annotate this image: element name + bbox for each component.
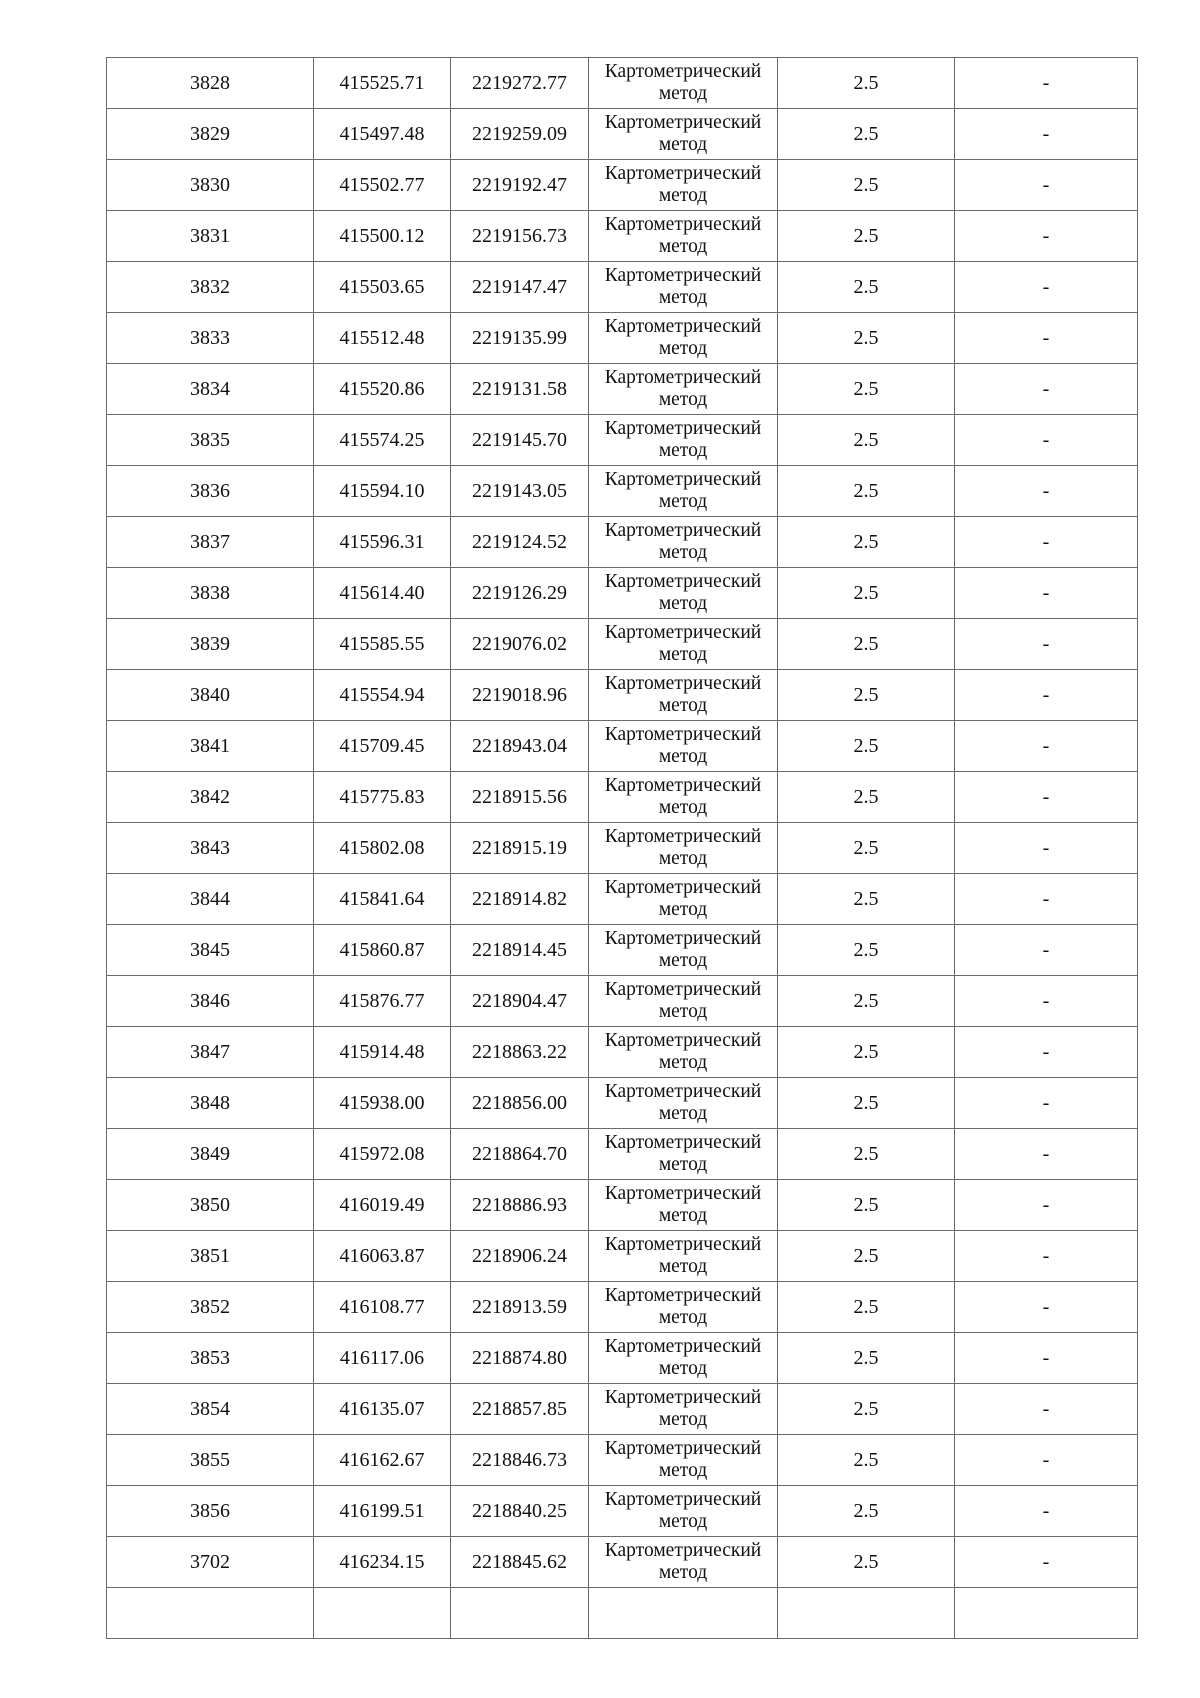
method-label-line2: метод: [658, 848, 708, 869]
method-label-line1: Картометрический: [604, 826, 762, 847]
method-label-line1: Картометрический: [604, 775, 762, 796]
method-cell: [589, 313, 778, 364]
method-label-line2: метод: [658, 389, 708, 410]
note-cell: -: [955, 925, 1138, 976]
note-cell: -: [955, 364, 1138, 415]
table-row: [107, 58, 1138, 109]
note-cell: -: [955, 568, 1138, 619]
accuracy-cell: 2.5: [778, 466, 955, 517]
y-coordinate-cell: 2218904.47: [451, 976, 589, 1027]
x-coordinate-cell: 416063.87: [314, 1231, 451, 1282]
coordinates-table-body: [107, 58, 1138, 1639]
method-label-line1: Картометрический: [604, 418, 762, 439]
y-coordinate-cell: 2218915.56: [451, 772, 589, 823]
y-coordinate-cell: 2218840.25: [451, 1486, 589, 1537]
table-row: [107, 364, 1138, 415]
table-row: [107, 1333, 1138, 1384]
method-label-line2: метод: [658, 440, 708, 461]
note-cell: -: [955, 772, 1138, 823]
method-label-line2: метод: [658, 950, 708, 971]
method-cell: [589, 1231, 778, 1282]
method-cell: [589, 160, 778, 211]
method-label-line2: метод: [658, 338, 708, 359]
point-number-cell: 3830: [107, 160, 314, 211]
y-coordinate-cell: 2218863.22: [451, 1027, 589, 1078]
point-number-cell: 3851: [107, 1231, 314, 1282]
x-coordinate-cell: 416019.49: [314, 1180, 451, 1231]
point-number-cell: 3847: [107, 1027, 314, 1078]
method-label-line1: Картометрический: [604, 1336, 762, 1357]
method-label-line2: метод: [658, 542, 708, 563]
table-row: [107, 619, 1138, 670]
method-label-line2: метод: [658, 746, 708, 767]
method-label-line1: Картометрический: [604, 469, 762, 490]
point-number-cell: 3844: [107, 874, 314, 925]
x-coordinate-cell: 415594.10: [314, 466, 451, 517]
x-coordinate-cell: 416199.51: [314, 1486, 451, 1537]
table-row: [107, 415, 1138, 466]
accuracy-cell: 2.5: [778, 721, 955, 772]
method-label-line1: Картометрический: [604, 265, 762, 286]
method-label-line2: метод: [658, 644, 708, 665]
table-row: [107, 1231, 1138, 1282]
method-cell: [589, 1537, 778, 1588]
x-coordinate-cell: 415860.87: [314, 925, 451, 976]
accuracy-cell: 2.5: [778, 160, 955, 211]
y-coordinate-cell: 2219143.05: [451, 466, 589, 517]
y-coordinate-cell: 2218906.24: [451, 1231, 589, 1282]
table-row: [107, 313, 1138, 364]
empty-table-row: [107, 1588, 1138, 1639]
note-cell: -: [955, 160, 1138, 211]
method-cell: [589, 1078, 778, 1129]
point-number-cell: 3828: [107, 58, 314, 109]
method-label-line2: метод: [658, 1409, 708, 1430]
table-row: [107, 925, 1138, 976]
accuracy-cell: 2.5: [778, 823, 955, 874]
method-label-line1: Картометрический: [604, 112, 762, 133]
point-number-cell: 3853: [107, 1333, 314, 1384]
method-cell: [589, 517, 778, 568]
x-coordinate-cell: 415554.94: [314, 670, 451, 721]
accuracy-cell: 2.5: [778, 415, 955, 466]
empty-cell: [107, 1588, 314, 1639]
method-label-line1: Картометрический: [604, 1132, 762, 1153]
note-cell: -: [955, 313, 1138, 364]
method-label-line1: Картометрический: [604, 1081, 762, 1102]
point-number-cell: 3832: [107, 262, 314, 313]
table-row: [107, 874, 1138, 925]
accuracy-cell: 2.5: [778, 364, 955, 415]
method-cell: [589, 1282, 778, 1333]
table-row: [107, 1435, 1138, 1486]
note-cell: -: [955, 874, 1138, 925]
table-row: [107, 976, 1138, 1027]
x-coordinate-cell: 415775.83: [314, 772, 451, 823]
method-label-line2: метод: [658, 1001, 708, 1022]
point-number-cell: 3833: [107, 313, 314, 364]
note-cell: -: [955, 1027, 1138, 1078]
accuracy-cell: 2.5: [778, 619, 955, 670]
note-cell: -: [955, 262, 1138, 313]
point-number-cell: 3838: [107, 568, 314, 619]
x-coordinate-cell: 415574.25: [314, 415, 451, 466]
note-cell: -: [955, 109, 1138, 160]
method-label-line1: Картометрический: [604, 61, 762, 82]
accuracy-cell: 2.5: [778, 670, 955, 721]
method-label-line2: метод: [658, 1052, 708, 1073]
method-label-line1: Картометрический: [604, 1285, 762, 1306]
method-label-line1: Картометрический: [604, 163, 762, 184]
point-number-cell: 3841: [107, 721, 314, 772]
method-label-line2: метод: [658, 1511, 708, 1532]
y-coordinate-cell: 2219076.02: [451, 619, 589, 670]
accuracy-cell: 2.5: [778, 1180, 955, 1231]
method-label-line2: метод: [658, 1307, 708, 1328]
method-label-line1: Картометрический: [604, 979, 762, 1000]
x-coordinate-cell: 416234.15: [314, 1537, 451, 1588]
accuracy-cell: 2.5: [778, 772, 955, 823]
method-label-line2: метод: [658, 1256, 708, 1277]
note-cell: -: [955, 1537, 1138, 1588]
y-coordinate-cell: 2219156.73: [451, 211, 589, 262]
method-label-line1: Картометрический: [604, 520, 762, 541]
x-coordinate-cell: 415972.08: [314, 1129, 451, 1180]
note-cell: -: [955, 58, 1138, 109]
note-cell: -: [955, 823, 1138, 874]
method-label-line2: метод: [658, 134, 708, 155]
y-coordinate-cell: 2219018.96: [451, 670, 589, 721]
accuracy-cell: 2.5: [778, 1384, 955, 1435]
accuracy-cell: 2.5: [778, 1231, 955, 1282]
empty-cell: [778, 1588, 955, 1639]
x-coordinate-cell: 415497.48: [314, 109, 451, 160]
point-number-cell: 3845: [107, 925, 314, 976]
x-coordinate-cell: 416108.77: [314, 1282, 451, 1333]
method-label-line2: метод: [658, 695, 708, 716]
y-coordinate-cell: 2218914.45: [451, 925, 589, 976]
table-row: [107, 1078, 1138, 1129]
point-number-cell: 3835: [107, 415, 314, 466]
note-cell: -: [955, 670, 1138, 721]
point-number-cell: 3849: [107, 1129, 314, 1180]
note-cell: -: [955, 1486, 1138, 1537]
table-row: [107, 109, 1138, 160]
accuracy-cell: 2.5: [778, 262, 955, 313]
method-label-line1: Картометрический: [604, 316, 762, 337]
method-label-line1: Картометрический: [604, 1183, 762, 1204]
table-row: [107, 1486, 1138, 1537]
table-row: [107, 1537, 1138, 1588]
accuracy-cell: 2.5: [778, 1078, 955, 1129]
x-coordinate-cell: 415500.12: [314, 211, 451, 262]
method-label-line1: Картометрический: [604, 214, 762, 235]
table-row: [107, 211, 1138, 262]
method-label-line2: метод: [658, 899, 708, 920]
y-coordinate-cell: 2219124.52: [451, 517, 589, 568]
x-coordinate-cell: 415938.00: [314, 1078, 451, 1129]
method-cell: [589, 772, 778, 823]
method-label-line2: метод: [658, 1562, 708, 1583]
point-number-cell: 3850: [107, 1180, 314, 1231]
y-coordinate-cell: 2218864.70: [451, 1129, 589, 1180]
method-label-line1: Картометрический: [604, 1489, 762, 1510]
accuracy-cell: 2.5: [778, 874, 955, 925]
y-coordinate-cell: 2218943.04: [451, 721, 589, 772]
x-coordinate-cell: 415512.48: [314, 313, 451, 364]
method-label-line2: метод: [658, 593, 708, 614]
point-number-cell: 3829: [107, 109, 314, 160]
note-cell: -: [955, 1129, 1138, 1180]
point-number-cell: 3842: [107, 772, 314, 823]
method-cell: [589, 619, 778, 670]
method-label-line2: метод: [658, 1358, 708, 1379]
method-cell: [589, 670, 778, 721]
accuracy-cell: 2.5: [778, 1129, 955, 1180]
x-coordinate-cell: 415709.45: [314, 721, 451, 772]
note-cell: -: [955, 211, 1138, 262]
accuracy-cell: 2.5: [778, 1282, 955, 1333]
method-label-line2: метод: [658, 287, 708, 308]
table-row: [107, 1384, 1138, 1435]
x-coordinate-cell: 415876.77: [314, 976, 451, 1027]
method-label-line1: Картометрический: [604, 622, 762, 643]
method-label-line1: Картометрический: [604, 1030, 762, 1051]
y-coordinate-cell: 2218886.93: [451, 1180, 589, 1231]
x-coordinate-cell: 415802.08: [314, 823, 451, 874]
method-label-line1: Картометрический: [604, 877, 762, 898]
y-coordinate-cell: 2218846.73: [451, 1435, 589, 1486]
x-coordinate-cell: 415596.31: [314, 517, 451, 568]
note-cell: -: [955, 1180, 1138, 1231]
point-number-cell: 3839: [107, 619, 314, 670]
method-label-line2: метод: [658, 1460, 708, 1481]
point-number-cell: 3837: [107, 517, 314, 568]
accuracy-cell: 2.5: [778, 976, 955, 1027]
note-cell: -: [955, 466, 1138, 517]
method-label-line1: Картометрический: [604, 673, 762, 694]
empty-cell: [589, 1588, 778, 1639]
note-cell: -: [955, 1231, 1138, 1282]
method-label-line2: метод: [658, 491, 708, 512]
accuracy-cell: 2.5: [778, 1486, 955, 1537]
method-cell: [589, 1486, 778, 1537]
y-coordinate-cell: 2218845.62: [451, 1537, 589, 1588]
x-coordinate-cell: 416162.67: [314, 1435, 451, 1486]
y-coordinate-cell: 2219126.29: [451, 568, 589, 619]
x-coordinate-cell: 416135.07: [314, 1384, 451, 1435]
method-cell: [589, 211, 778, 262]
method-cell: [589, 721, 778, 772]
method-label-line2: метод: [658, 236, 708, 257]
x-coordinate-cell: 415502.77: [314, 160, 451, 211]
method-cell: [589, 1027, 778, 1078]
method-label-line1: Картометрический: [604, 1540, 762, 1561]
accuracy-cell: 2.5: [778, 925, 955, 976]
method-cell: [589, 976, 778, 1027]
table-row: [107, 772, 1138, 823]
point-number-cell: 3846: [107, 976, 314, 1027]
y-coordinate-cell: 2218857.85: [451, 1384, 589, 1435]
accuracy-cell: 2.5: [778, 211, 955, 262]
accuracy-cell: 2.5: [778, 1333, 955, 1384]
method-label-line2: метод: [658, 1154, 708, 1175]
method-cell: [589, 466, 778, 517]
empty-cell: [314, 1588, 451, 1639]
method-cell: [589, 1180, 778, 1231]
note-cell: -: [955, 1435, 1138, 1486]
accuracy-cell: 2.5: [778, 313, 955, 364]
note-cell: -: [955, 1333, 1138, 1384]
point-number-cell: 3848: [107, 1078, 314, 1129]
table-row: [107, 517, 1138, 568]
method-cell: [589, 874, 778, 925]
x-coordinate-cell: 416117.06: [314, 1333, 451, 1384]
table-row: [107, 1129, 1138, 1180]
method-cell: [589, 1333, 778, 1384]
accuracy-cell: 2.5: [778, 1027, 955, 1078]
empty-cell: [955, 1588, 1138, 1639]
accuracy-cell: 2.5: [778, 568, 955, 619]
empty-cell: [451, 1588, 589, 1639]
method-label-line1: Картометрический: [604, 724, 762, 745]
note-cell: -: [955, 517, 1138, 568]
y-coordinate-cell: 2219147.47: [451, 262, 589, 313]
method-label-line1: Картометрический: [604, 571, 762, 592]
table-row: [107, 823, 1138, 874]
method-label-line1: Картометрический: [604, 928, 762, 949]
y-coordinate-cell: 2218856.00: [451, 1078, 589, 1129]
accuracy-cell: 2.5: [778, 517, 955, 568]
y-coordinate-cell: 2218913.59: [451, 1282, 589, 1333]
method-cell: [589, 1129, 778, 1180]
point-number-cell: 3854: [107, 1384, 314, 1435]
y-coordinate-cell: 2219135.99: [451, 313, 589, 364]
method-cell: [589, 58, 778, 109]
y-coordinate-cell: 2219272.77: [451, 58, 589, 109]
table-row: [107, 466, 1138, 517]
note-cell: -: [955, 1282, 1138, 1333]
method-label-line2: метод: [658, 185, 708, 206]
accuracy-cell: 2.5: [778, 109, 955, 160]
point-number-cell: 3834: [107, 364, 314, 415]
x-coordinate-cell: 415585.55: [314, 619, 451, 670]
x-coordinate-cell: 415520.86: [314, 364, 451, 415]
x-coordinate-cell: 415503.65: [314, 262, 451, 313]
accuracy-cell: 2.5: [778, 1435, 955, 1486]
table-row: [107, 721, 1138, 772]
note-cell: -: [955, 619, 1138, 670]
note-cell: -: [955, 721, 1138, 772]
table-row: [107, 262, 1138, 313]
y-coordinate-cell: 2219145.70: [451, 415, 589, 466]
method-cell: [589, 925, 778, 976]
x-coordinate-cell: 415525.71: [314, 58, 451, 109]
method-label-line1: Картометрический: [604, 1234, 762, 1255]
x-coordinate-cell: 415614.40: [314, 568, 451, 619]
y-coordinate-cell: 2218874.80: [451, 1333, 589, 1384]
y-coordinate-cell: 2218915.19: [451, 823, 589, 874]
accuracy-cell: 2.5: [778, 58, 955, 109]
table-row: [107, 1180, 1138, 1231]
method-cell: [589, 262, 778, 313]
point-number-cell: 3856: [107, 1486, 314, 1537]
note-cell: -: [955, 1384, 1138, 1435]
table-row: [107, 1282, 1138, 1333]
point-number-cell: 3852: [107, 1282, 314, 1333]
y-coordinate-cell: 2218914.82: [451, 874, 589, 925]
method-cell: [589, 823, 778, 874]
table-row: [107, 568, 1138, 619]
x-coordinate-cell: 415841.64: [314, 874, 451, 925]
method-cell: [589, 1384, 778, 1435]
method-label-line2: метод: [658, 797, 708, 818]
method-label-line1: Картометрический: [604, 1387, 762, 1408]
coordinates-table: [106, 57, 1138, 1639]
point-number-cell: 3831: [107, 211, 314, 262]
point-number-cell: 3836: [107, 466, 314, 517]
method-label-line2: метод: [658, 1103, 708, 1124]
method-label-line2: метод: [658, 83, 708, 104]
x-coordinate-cell: 415914.48: [314, 1027, 451, 1078]
method-cell: [589, 109, 778, 160]
point-number-cell: 3855: [107, 1435, 314, 1486]
method-label-line2: метод: [658, 1205, 708, 1226]
point-number-cell: 3702: [107, 1537, 314, 1588]
table-row: [107, 160, 1138, 211]
method-label-line1: Картометрический: [604, 1438, 762, 1459]
method-cell: [589, 1435, 778, 1486]
method-label-line1: Картометрический: [604, 367, 762, 388]
accuracy-cell: 2.5: [778, 1537, 955, 1588]
method-cell: [589, 415, 778, 466]
y-coordinate-cell: 2219259.09: [451, 109, 589, 160]
table-row: [107, 670, 1138, 721]
method-cell: [589, 568, 778, 619]
y-coordinate-cell: 2219192.47: [451, 160, 589, 211]
note-cell: -: [955, 415, 1138, 466]
table-row: [107, 1027, 1138, 1078]
note-cell: -: [955, 976, 1138, 1027]
method-cell: [589, 364, 778, 415]
point-number-cell: 3843: [107, 823, 314, 874]
y-coordinate-cell: 2219131.58: [451, 364, 589, 415]
point-number-cell: 3840: [107, 670, 314, 721]
note-cell: -: [955, 1078, 1138, 1129]
